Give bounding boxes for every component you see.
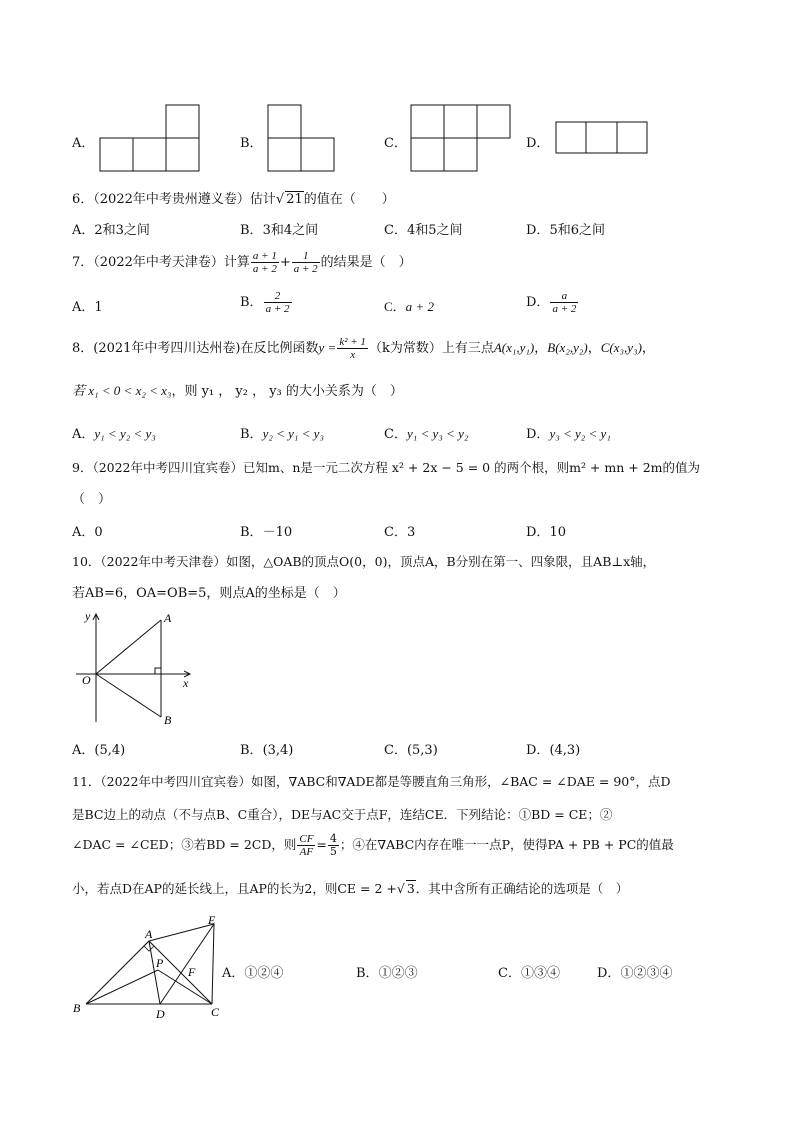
q5-option-b[interactable]: B． (240, 136, 263, 151)
q7-option-a[interactable]: A．1 (72, 300, 103, 315)
question-11-line3: ∠DAC = ∠CED；③若BD = 2CD，则 $\frac{CF}{AF}$ = $\frac{4}{5}$ ；④在∇ABC内存在唯一一点P，使得PA + PB + PC的值最 (72, 832, 674, 858)
q6-radicand: 21 (286, 192, 303, 207)
q11-cf-af-fraction: $\frac{CF}{AF}$ (299, 833, 314, 858)
question-10-stem-line1: 10．（2022年中考天津卷）如图，△OAB的顶点O(0，0)，顶点A，B分别在第一、四象限，且AB⊥x轴， (72, 554, 656, 569)
q5-option-d[interactable]: D． (526, 136, 550, 151)
q11-figure (70, 912, 230, 1022)
q10-figure (72, 604, 202, 728)
q11-fig-label-c: C (211, 1005, 220, 1019)
q10-fig-label-x: x (183, 676, 189, 690)
question-11-line1: 11．（2022年中考四川宜宾卷）如图，∇ABC和∇ADE都是等腰直角三角形，∠BAC = ∠DAE = 90°，点D (72, 774, 671, 789)
q6-option-c[interactable]: C．4和5之间 (384, 223, 463, 238)
question-8-stem-line2: 若 x₁ < 0 < x₂ < x₃，则 y₁ ， y₂ ， y₃ 的大小关系为（ ） (72, 383, 403, 399)
q7-option-c[interactable]: C．a + 2 (384, 299, 434, 314)
q9-option-a[interactable]: A．0 (72, 525, 103, 540)
q5-figure-b (266, 102, 336, 172)
q11-option-a[interactable]: A．①②④ (222, 966, 284, 981)
q11-ratio-fraction: $\frac{4}{5}$ (329, 832, 337, 858)
question-10-stem-line2: 若AB=6，OA=OB=5，则点A的坐标是（ ） (72, 586, 346, 601)
q11-option-b[interactable]: B．①②③ (356, 966, 418, 981)
q5-figure-d (554, 120, 650, 156)
q11-fig-label-b: B (73, 1001, 81, 1015)
q7-fraction-2: $\frac{1}{a + 2}$ (293, 250, 318, 275)
q11-fig-label-a: A (145, 927, 153, 941)
q6-option-d[interactable]: D．5和6之间 (526, 223, 605, 238)
q10-option-a[interactable]: A．(5,4) (72, 743, 126, 758)
question-11-line4: 小，若点D在AP的延长线上，且AP的长为2，则CE = 2 +√ 3．其中含所有正确结论的选项是（ ） (72, 881, 629, 896)
q8-option-d[interactable]: D．y₃ < y₂ < y₁ (526, 426, 611, 442)
q9-option-c[interactable]: C．3 (384, 525, 416, 540)
question-9-stem: 9．（2022年中考四川宜宾卷）已知m、n是一元二次方程 x² + 2x − 5 = 0 的两个根，则m² + mn + 2m的值为 (72, 460, 701, 475)
q5-figure-c (409, 102, 513, 172)
q10-fig-label-b: B (164, 713, 172, 727)
q9-option-d[interactable]: D．10 (526, 525, 566, 540)
q11-fig-label-d: D (156, 1007, 165, 1021)
q11-fig-label-e: E (208, 913, 216, 927)
q8-option-c[interactable]: C．y₁ < y₃ < y₂ (384, 426, 469, 442)
q9-option-b[interactable]: B．－10 (240, 525, 293, 540)
question-9-paren: （ ） (72, 492, 112, 507)
q10-option-d[interactable]: D．(4,3) (526, 743, 581, 758)
q8-option-b[interactable]: B．y₂ < y₁ < y₃ (240, 426, 324, 442)
q7-option-d[interactable]: D． $\frac{a}{a + 2}$ (526, 290, 577, 315)
q10-fig-label-y: y (85, 609, 91, 623)
q11-option-c[interactable]: C．①③④ (498, 966, 560, 981)
q11-option-d[interactable]: D．①②③④ (597, 966, 673, 981)
q5-figure-a (98, 102, 202, 172)
q11-fig-label-f: F (188, 965, 196, 979)
q10-option-c[interactable]: C．(5,3) (384, 743, 438, 758)
q7-fraction-1: $\frac{a + 1}{a + 2}$ (252, 250, 277, 275)
question-7-stem: 7．（2022年中考天津卷）计算 $\frac{a + 1}{a + 2}$ + $\frac{1}{a + 2}$ 的结果是（ ） (72, 250, 412, 275)
q8-option-a[interactable]: A．y₁ < y₂ < y₃ (72, 426, 156, 442)
q6-option-b[interactable]: B．3和4之间 (240, 223, 319, 238)
q5-option-a[interactable]: A． (72, 136, 95, 151)
q8-function-fraction: $\frac{\text{k² + 1}}{x}$ (339, 336, 366, 361)
question-6-stem: 6．（2022年中考贵州遵义卷）估计√ 21的值在（ ） (72, 192, 395, 207)
question-8-stem-line1: 8．(2021年中考四川达州卷)在反比例函数y = $\frac{\text{k² + 1}}{x}$ （k为常数）上有三点A(x₁,y₁)，B(x₂,y₂)，C(x₃,y₃)， (72, 336, 655, 361)
question-11-line2: 是BC边上的动点（不与点B、C重合），DE与AC交于点F，连结CE．下列结论：①BD = CE；② (72, 807, 613, 822)
q10-fig-label-a: A (164, 611, 172, 625)
q5-option-c[interactable]: C． (384, 136, 407, 151)
q10-fig-label-o: O (82, 673, 91, 687)
q7-option-b[interactable]: B． $\frac{2}{a + 2}$ (240, 290, 290, 315)
q6-option-a[interactable]: A．2和3之间 (72, 223, 150, 238)
q10-option-b[interactable]: B．(3,4) (240, 743, 294, 758)
q11-fig-label-p: P (156, 956, 164, 970)
